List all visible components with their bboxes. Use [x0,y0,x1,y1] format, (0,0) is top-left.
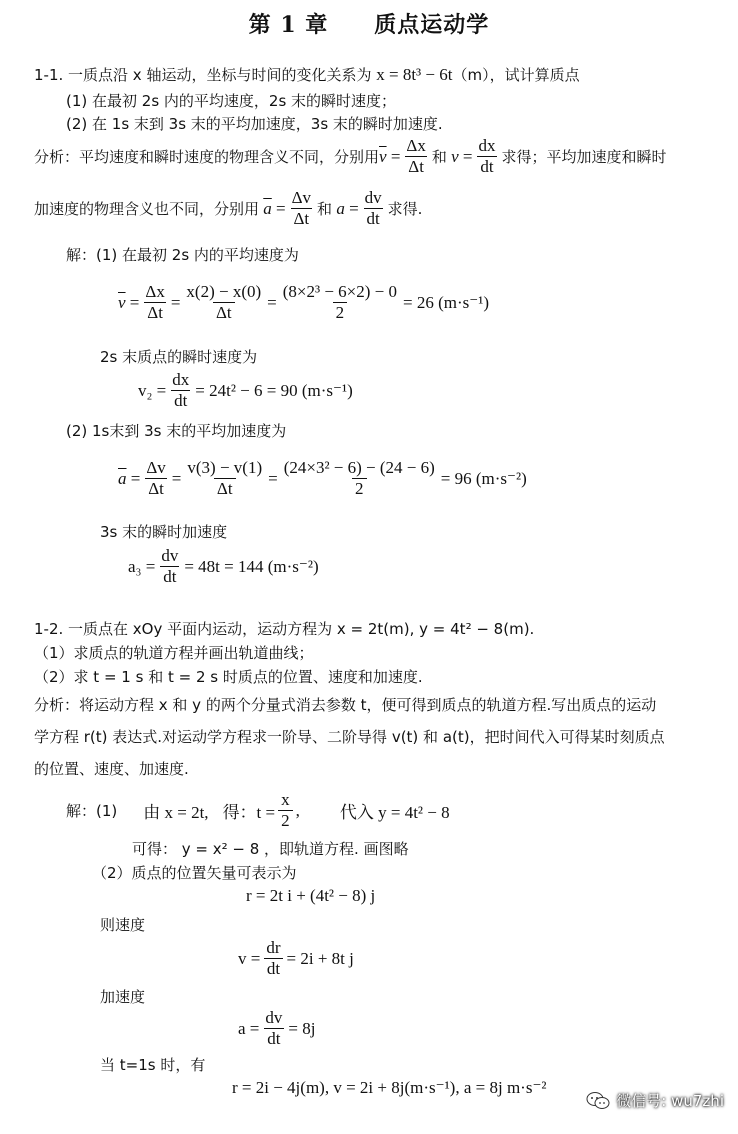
problem-1-1-statement: 1-1. 一质点沿 x 轴运动，坐标与时间的变化关系为 x = 8t³ − 6t（m），试计算质点 [34,65,580,84]
equation-instant-velocity: v₂ = $\frac{dx}{dt}$ = 24t² − 6 = 90 (m·s⁻¹) [138,370,353,410]
equation-acceleration-vector: a = $\frac{dv}{dt}$ = 8j [238,1008,316,1048]
equation-average-acceleration: $\overline{a}$ = $\frac{\Delta v}{\Delta t}$ = $\frac{v(3) - v(1)}{\Delta t}$ = $\frac{\text{(24×3² − 6) − (24 − 6)}}{2}$ = 96 (m·s⁻²) [118,458,527,498]
problem-1-1-analysis-line-1: 分析：平均速度和瞬时速度的物理含义不同，分别用 $\overline{v}$ = $\frac{\Delta x}{\Delta t}$ 和 v = $\frac{dx}{dt}$ 求得；平均加速度和瞬时 [34,136,667,176]
wechat-icon [586,1091,610,1111]
problem-1-1-analysis-line-2: 加速度的物理含义也不同，分别用 $\overline{a}$ = $\frac{\Delta v}{\Delta t}$ 和 a = $\frac{dv}{dt}$ 求得. [34,188,423,228]
watermark-text: 微信号: wu7zhi [616,1092,724,1110]
problem-1-2-statement: 1-2. 一质点在 xOy 平面内运动，运动方程为 x = 2t(m), y = 4t² − 8(m). [34,620,535,638]
acceleration-label: 加速度 [100,988,146,1006]
problem-1-2-analysis-line-1: 分析：将运动方程 x 和 y 的两个分量式消去参数 t，便可得到质点的轨道方程.写出质点的运动 [34,696,657,714]
equation-velocity-vector: v = $\frac{dr}{dt}$ = 2i + 8t j [238,938,354,978]
time-condition-label: 当 t=1s 时，有 [100,1056,206,1074]
problem-1-2-analysis-line-3: 的位置、速度、加速度. [34,760,189,778]
instant-velocity-intro: 2s 末质点的瞬时速度为 [100,348,258,366]
equation-average-velocity: $\overline{v}$ = $\frac{\Delta x}{\Delta t}$ = $\frac{x(2) - x(0)}{\Delta t}$ = $\frac{\text{(8×2³ − 6×2) − 0}}{2}$ = 26 (m·s⁻¹) [118,282,490,322]
problem-1-1-item-1: (1) 在最初 2s 内的平均速度，2s 末的瞬时速度； [66,92,397,110]
chapter-title: 第 1 章 质点运动学 [248,12,490,38]
average-acceleration-intro: (2) 1s末到 3s 末的平均加速度为 [66,422,287,440]
position-vector-intro: （2）质点的位置矢量可表示为 [92,864,297,882]
equation-position-vector: r = 2t i + (4t² − 8) j [246,886,376,905]
problem-1-2-item-1: （1）求质点的轨道方程并画出轨道曲线； [34,644,314,662]
solution-2-part-1: 解：(1) 由 x = 2t, 得：t = $\frac{x}{2}$ , 代入 y = 4t² − 8 [66,790,450,830]
equation-instant-acceleration: a₃ = $\frac{dv}{dt}$ = 48t = 144 (m·s⁻²) [128,546,319,586]
equation-final-values: r = 2i − 4j(m), v = 2i + 8j(m·s⁻¹), a = 8j m·s⁻² [232,1078,547,1097]
wechat-watermark [586,1090,724,1111]
instant-acceleration-intro: 3s 末的瞬时加速度 [100,523,228,541]
velocity-label: 则速度 [100,916,146,934]
trajectory-result: 可得： y = x² − 8 ，即轨道方程. 画图略 [132,840,409,858]
solution-1-intro: 解：(1) 在最初 2s 内的平均速度为 [66,246,299,264]
problem-1-2-analysis-line-2: 学方程 r(t) 表达式.对运动学方程求一阶导、二阶导得 v(t) 和 a(t)，把时间代入可得某时刻质点 [34,728,665,746]
problem-1-2-item-2: （2）求 t = 1 s 和 t = 2 s 时质点的位置、速度和加速度. [34,668,423,686]
problem-1-1-item-2: (2) 在 1s 末到 3s 末的平均加速度，3s 末的瞬时加速度. [66,115,443,133]
